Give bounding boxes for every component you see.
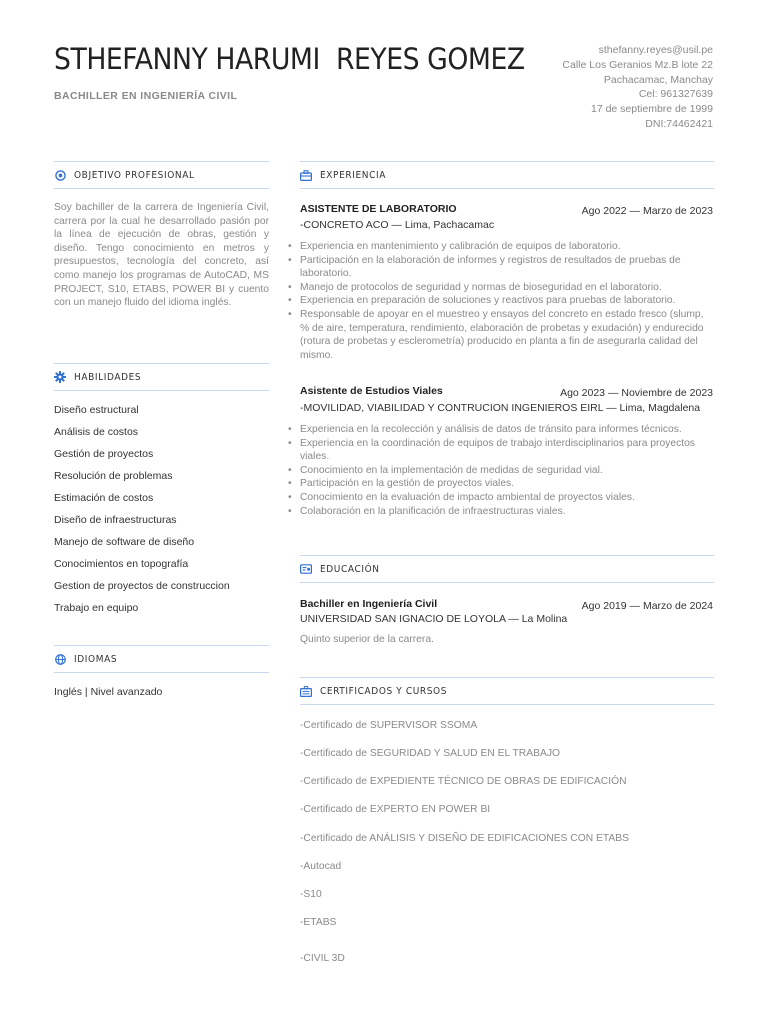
certificate-item: -Certificado de SUPERVISOR SSOMA xyxy=(300,720,478,731)
job-date: Ago 2022 — Marzo de 2023 xyxy=(581,205,713,217)
contact-block xyxy=(562,43,713,132)
bullet-item: • Participación en la gestión de proyectos viales. xyxy=(300,477,714,491)
skill-item: Resolución de problemas xyxy=(54,470,173,482)
bullet-item: • Responsable de apoyar en el muestreo y ensayos del concreto en estado fresco (slump, % de aire, temperatura, rendimiento, elaboración de probetas y exudación) y endurecido (rotura de probetas y esclerometría) producido en planta a fin de asegurarla calidad del mismo. xyxy=(300,308,714,362)
certificate-item: -S10 xyxy=(300,889,322,900)
target-icon xyxy=(54,169,66,181)
skill-item: Trabajo en equipo xyxy=(54,602,139,614)
certificate-icon xyxy=(300,685,312,697)
bullet-item: • Colaboración en la planificación de infraestructuras viales. xyxy=(300,505,714,519)
certificate-item: -Certificado de SEGURIDAD Y SALUD EN EL TRABAJO xyxy=(300,748,560,759)
section-skills-header xyxy=(54,363,269,391)
section-objective-header xyxy=(54,161,269,189)
section-certificates-header xyxy=(300,677,714,705)
globe-icon xyxy=(54,653,66,665)
skill-item: Gestión de proyectos xyxy=(54,448,154,460)
section-languages-header xyxy=(54,645,269,673)
briefcase-icon xyxy=(300,169,312,181)
skill-item: Manejo de software de diseño xyxy=(54,536,195,548)
skill-item: Diseño de infraestructuras xyxy=(54,514,177,526)
job-bullets xyxy=(300,240,714,362)
certificate-item: -Certificado de ANÁLISIS Y DISEÑO DE EDIFICACIONES CON ETABS xyxy=(300,833,630,844)
certificate-item: -CIVIL 3D xyxy=(300,953,345,964)
bullet-item: • Experiencia en la coordinación de equipos de trabajo interdisciplinarios para proyectos viales. xyxy=(300,437,714,464)
bullet-item: • Conocimiento en la implementación de medidas de seguridad vial. xyxy=(300,464,714,478)
education-institution: UNIVERSIDAD SAN IGNACIO DE LOYOLA — La Molina xyxy=(300,613,568,625)
certificate-item: -Certificado de EXPEDIENTE TÉCNICO DE OBRAS DE EDIFICACIÓN xyxy=(300,776,627,787)
job-date: Ago 2023 — Noviembre de 2023 xyxy=(560,387,713,399)
gear-icon xyxy=(54,371,66,383)
candidate-name: STHEFANNY HARUMI REYES GOMEZ xyxy=(54,42,525,76)
job-title: Asistente de Estudios Viales xyxy=(300,385,443,397)
degree-title: Bachiller en Ingeniería Civil xyxy=(300,598,438,610)
contact-phone: Cel: 961327639 xyxy=(638,88,713,101)
education-date: Ago 2019 — Marzo de 2024 xyxy=(581,600,713,612)
diploma-icon xyxy=(300,563,312,575)
skill-item: Conocimientos en topografía xyxy=(54,558,189,570)
contact-dni: DNI:74462421 xyxy=(645,117,713,130)
skill-item: Gestion de proyectos de construccion xyxy=(54,580,230,592)
language-item: Inglés | Nivel avanzado xyxy=(54,686,163,698)
section-skills-title: HABILIDADES xyxy=(74,371,142,383)
contact-district: Pachacamac, Manchay xyxy=(603,73,713,86)
skill-item: Análisis de costos xyxy=(54,426,139,438)
skills-list xyxy=(54,403,269,623)
skill-item: Estimación de costos xyxy=(54,492,154,504)
job-organization: -MOVILIDAD, VIABILIDAD Y CONTRUCION INGENIEROS EIRL — Lima, Magdalena xyxy=(300,402,701,414)
section-experience-header xyxy=(300,161,714,189)
bullet-item: • Manejo de protocolos de seguridad y normas de bioseguridad en el laboratorio. xyxy=(300,281,714,295)
certificate-item: -Autocad xyxy=(300,861,342,872)
certificate-item: -ETABS xyxy=(300,917,337,928)
bullet-item: • Participación en la elaboración de informes y registros de resultados de pruebas de laboratorio. xyxy=(300,254,714,281)
section-objective-title: OBJETIVO PROFESIONAL xyxy=(74,169,195,181)
contact-birthdate: 17 de septiembre de 1999 xyxy=(590,103,713,116)
contact-email[interactable]: sthefanny.reyes@usil.pe xyxy=(598,44,713,56)
objective-text: Soy bachiller de la carrera de Ingeniería Civil, carrera por la cual he desarrollado pasión por la línea de ejecución de obras, gestión y diseño. Tengo conocimiento en metros y presupuestos, tecnología del concreto, así como manejo los programas de AutoCAD, MS PROJECT, S10, ETABS, POWER BI y cuento con un manejo fluido del idioma inglés. xyxy=(54,202,269,309)
certificate-item: -Certificado de EXPERTO EN POWER BI xyxy=(300,804,491,815)
candidate-title: BACHILLER EN INGENIERÍA CIVIL xyxy=(54,90,238,102)
bullet-item: • Experiencia en mantenimiento y calibración de equipos de laboratorio. xyxy=(300,240,714,254)
contact-address: Calle Los Geranios Mz.B lote 22 xyxy=(562,58,713,71)
section-experience-title: EXPERIENCIA xyxy=(320,169,386,181)
section-certificates-title: CERTIFICADOS Y CURSOS xyxy=(320,685,448,697)
bullet-item: • Experiencia en la recolección y análisis de datos de tránsito para informes técnicos. xyxy=(300,423,714,437)
job-bullets xyxy=(300,423,714,518)
job-organization: -CONCRETO ACO — Lima, Pachacamac xyxy=(300,219,495,231)
section-education-header xyxy=(300,555,714,583)
job-title: ASISTENTE DE LABORATORIO xyxy=(300,203,457,215)
section-languages-title: IDIOMAS xyxy=(74,653,118,665)
skill-item: Diseño estructural xyxy=(54,404,139,416)
section-education-title: EDUCACIÓN xyxy=(320,563,380,575)
bullet-item: • Experiencia en preparación de soluciones y reactivos para pruebas de laboratorio. xyxy=(300,294,714,308)
education-note: Quinto superior de la carrera. xyxy=(300,634,434,645)
bullet-item: • Conocimiento en la evaluación de impacto ambiental de proyectos viales. xyxy=(300,491,714,505)
